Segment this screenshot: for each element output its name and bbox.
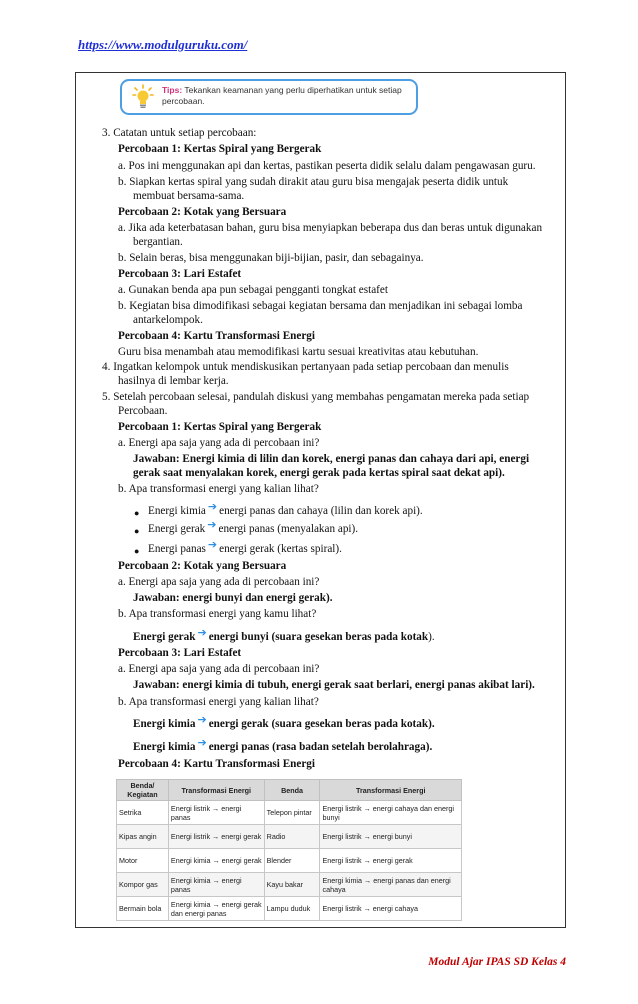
table-cell: Energi listrik → energi gerak: [168, 825, 264, 849]
list-item-cont: bergantian.: [133, 236, 183, 248]
table-row: [117, 801, 462, 825]
table-cell: Motor: [117, 849, 169, 873]
list-item: b. Kegiatan bisa dimodifikasi sebagai kegiatan bersama dan menjadikan ini sebagai lomba: [118, 300, 523, 312]
question: b. Apa transformasi energi yang kalian lihat?: [118, 696, 319, 708]
table-cell: Blender: [264, 849, 320, 873]
transform-source: Energi kimia: [133, 741, 196, 753]
question: b. Apa transformasi energi yang kamu lihat?: [118, 608, 317, 620]
answer-cont: gerak saat menyalakan korek, energi gerak pada kertas spiral saat dekat api).: [133, 467, 505, 479]
table-cell: Bermain bola: [117, 897, 169, 921]
transform-target: energi gerak (kertas spiral).: [219, 543, 342, 555]
energy-transformation-table: [116, 779, 462, 921]
tips-text: [162, 85, 410, 107]
tips-label: Tips:: [162, 85, 183, 95]
arrow-right-icon: ➔: [207, 500, 218, 513]
transform-target: energi panas (menyalakan api).: [218, 523, 359, 535]
table-row: [117, 873, 462, 897]
table-row: [117, 825, 462, 849]
table-header: Transformasi Energi: [320, 780, 462, 801]
arrow-right-icon: ➔: [207, 538, 218, 551]
transform-item: [133, 736, 433, 755]
subheading: Percobaan 2: Kotak yang Bersuara: [118, 206, 287, 218]
table-cell: Kipas angin: [117, 825, 169, 849]
subheading: Percobaan 2: Kotak yang Bersuara: [118, 560, 287, 572]
table-cell: Energi listrik → energi cahaya: [320, 897, 462, 921]
bullet-icon: ●: [134, 546, 140, 556]
item-4-cont: hasilnya di lembar kerja.: [118, 375, 229, 387]
transform-source: Energi kimia: [133, 718, 196, 730]
list-item-cont: membuat bersama-sama.: [133, 190, 245, 202]
item-5: 5. Setelah percobaan selesai, pandulah diskusi yang membahas pengamatan mereka pada setiap: [102, 391, 530, 403]
table-cell: Energi kimia → energi gerak dan energi panas: [168, 897, 264, 921]
transform-target: energi panas (rasa badan setelah berolahraga).: [208, 741, 433, 753]
arrow-right-icon: ➔: [197, 736, 207, 749]
transform-item: [148, 538, 342, 557]
table-cell: Energi listrik → energi bunyi: [320, 825, 462, 849]
table-header: Benda/ Kegiatan: [117, 780, 169, 801]
list-item: b. Siapkan kertas spiral yang sudah dirakit atau guru bisa mengajak peserta didik untuk: [118, 176, 509, 188]
transform-item: [148, 518, 359, 537]
answer: Jawaban: Energi kimia di lilin dan korek, energi panas dan cahaya dari api, energi: [133, 453, 530, 465]
arrow-right-icon: ➔: [197, 713, 207, 726]
subheading: Percobaan 4: Kartu Transformasi Energi: [118, 758, 316, 770]
transform-source: Energi kimia: [148, 505, 206, 517]
answer: Jawaban: energi kimia di tubuh, energi gerak saat berlari, energi panas akibat lari).: [133, 679, 535, 691]
list-item: a. Jika ada keterbatasan bahan, guru bisa menyiapkan beberapa dus dan beras untuk digunakan: [118, 222, 543, 234]
list-item: b. Selain beras, bisa menggunakan biji-bijian, pasir, dan sebagainya.: [118, 252, 424, 264]
table-row: [117, 897, 462, 921]
transform-source: Energi panas: [148, 543, 206, 555]
table-header-row: [117, 780, 462, 801]
table-cell: Kayu bakar: [264, 873, 320, 897]
table-cell: Energi listrik → energi gerak: [320, 849, 462, 873]
table-cell: Energi kimia → energi panas dan energi cahaya: [320, 873, 462, 897]
subheading: Percobaan 1: Kertas Spiral yang Bergerak: [118, 421, 322, 433]
transform-target: energi bunyi (suara gesekan beras pada kotak: [208, 631, 429, 643]
table-cell: Kompor gas: [117, 873, 169, 897]
transform-source: Energi gerak: [133, 631, 196, 643]
subheading: Percobaan 3: Lari Estafet: [118, 268, 242, 280]
answer: Jawaban: energi bunyi dan energi gerak).: [133, 592, 333, 604]
list-item: a. Pos ini menggunakan api dan kertas, pastikan peserta didik selalu dalam pengawasan guru.: [118, 160, 536, 172]
question: a. Energi apa saja yang ada di percobaan ini?: [118, 576, 320, 588]
transform-target: energi gerak (suara gesekan beras pada kotak).: [208, 718, 435, 730]
arrow-right-icon: ➔: [197, 626, 207, 639]
list-item-cont: antarkelompok.: [133, 314, 203, 326]
table-row: [117, 849, 462, 873]
table-cell: Energi listrik → energi cahaya dan energi bunyi: [320, 801, 462, 825]
arrow-right-icon: ➔: [207, 518, 217, 531]
transform-item: [133, 626, 435, 645]
transform-item: [133, 713, 435, 732]
bullet-icon: ●: [134, 508, 140, 518]
question: b. Apa transformasi energi yang kalian lihat?: [118, 483, 319, 495]
paragraph: Guru bisa menambah atau memodifikasi kartu sesuai kreativitas atau kebutuhan.: [118, 346, 479, 358]
tips-body: Tekankan keamanan yang perlu diperhatikan untuk setiap percobaan.: [162, 85, 402, 106]
transform-item: [148, 500, 423, 519]
question: a. Energi apa saja yang ada di percobaan ini?: [118, 663, 320, 675]
header-url-link[interactable]: https://www.modulguruku.com/: [78, 37, 248, 52]
table-cell: Energi kimia → energi panas: [168, 873, 264, 897]
table-header: Transformasi Energi: [168, 780, 264, 801]
subheading: Percobaan 1: Kertas Spiral yang Bergerak: [118, 143, 322, 155]
item-4: 4. Ingatkan kelompok untuk mendiskusikan pertanyaan pada setiap percobaan dan menulis: [102, 361, 509, 373]
item-3: 3. Catatan untuk setiap percobaan:: [102, 127, 257, 139]
table-header: Benda: [264, 780, 320, 801]
item-5-cont: Percobaan.: [118, 405, 168, 417]
subheading: Percobaan 3: Lari Estafet: [118, 647, 242, 659]
table-cell: Energi kimia → energi gerak: [168, 849, 264, 873]
list-item: a. Gunakan benda apa pun sebagai pengganti tongkat estafet: [118, 284, 388, 296]
transform-end: ).: [428, 631, 435, 643]
question: a. Energi apa saja yang ada di percobaan ini?: [118, 437, 320, 449]
footer-title: Modul Ajar IPAS SD Kelas 4: [428, 956, 566, 968]
tips-box: [120, 79, 418, 115]
table-cell: Energi listrik → energi panas: [168, 801, 264, 825]
transform-target: energi panas dan cahaya (lilin dan korek api).: [219, 505, 423, 517]
table-cell: Lampu duduk: [264, 897, 320, 921]
table-cell: Telepon pintar: [264, 801, 320, 825]
transform-source: Energi gerak: [148, 523, 206, 535]
subheading: Percobaan 4: Kartu Transformasi Energi: [118, 330, 316, 342]
table-cell: Radio: [264, 825, 320, 849]
bullet-icon: ●: [134, 526, 140, 536]
table-cell: Setrika: [117, 801, 169, 825]
lightbulb-icon: [132, 84, 154, 110]
